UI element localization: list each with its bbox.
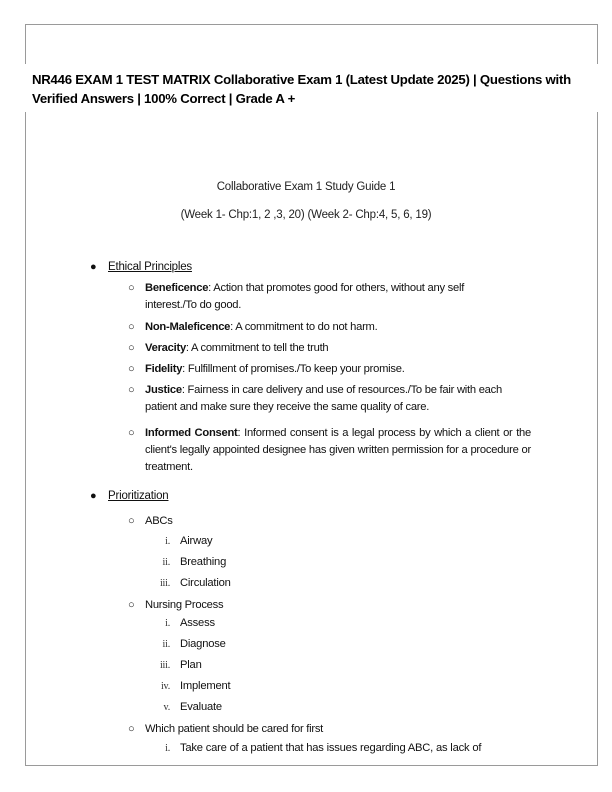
term-definition: : Informed consent is a legal process by which a client or the client's legally appointed designee has given written permission for a procedure or treatment. (145, 427, 532, 473)
list-item-nursing-process: ○ Nursing Process (128, 597, 543, 614)
sub-bullet-icon: ○ (128, 723, 135, 735)
list-item: i. Take care of a patient that has issues regarding ABC, as lack of (165, 742, 482, 754)
list-item: ii. Breathing (162, 556, 227, 568)
section-prioritization (90, 490, 168, 502)
list-item: i. Airway (165, 535, 213, 547)
list-item-informed-consent (128, 425, 543, 476)
term-definition: : A commitment to tell the truth (185, 342, 329, 354)
sub-bullet-icon: ○ (128, 363, 135, 375)
list-item-beneficence (128, 280, 543, 314)
list-item: v. Evaluate (163, 701, 222, 713)
term-definition: : Fairness in care delivery and use of resources./To be fair with each patient and make sure they receive the same quality of care. (145, 384, 502, 413)
bullet-icon: ● (90, 261, 97, 273)
list-item-fidelity (128, 361, 543, 378)
list-item-veracity (128, 340, 543, 357)
section-heading: Ethical Principles (108, 261, 192, 273)
sub-bullet-icon: ○ (128, 282, 135, 294)
list-item-non-maleficence (128, 319, 543, 336)
document-header-title: NR446 EXAM 1 TEST MATRIX Collaborative Exam 1 (Latest Update 2025) | Questions with Verified Answers | 100% Correct | Grade A + (32, 72, 571, 106)
list-item: iv. Implement (160, 680, 231, 692)
study-guide-subtitle: (Week 1- Chp:1, 2 ,3, 20) (Week 2- Chp:4, 5, 6, 19) (180, 209, 432, 221)
section-heading: Prioritization (108, 490, 169, 502)
list-item: iii. Plan (159, 659, 202, 671)
sub-bullet-icon: ○ (128, 321, 135, 333)
sub-bullet-icon: ○ (128, 515, 135, 527)
sub-bullet-icon: ○ (128, 599, 135, 611)
list-item-cared-first: ○ Which patient should be cared for first (128, 721, 543, 738)
sub-bullet-icon: ○ (128, 427, 135, 439)
term-label: Justice (145, 384, 182, 396)
sub-bullet-icon: ○ (128, 342, 135, 354)
list-item: i. Assess (165, 617, 215, 629)
list-item: iii. Circulation (159, 577, 231, 589)
bullet-icon: ● (90, 490, 97, 502)
list-item-abcs: ○ ABCs (128, 513, 543, 530)
term-label: Informed Consent (145, 427, 238, 439)
term-label: Beneficence (145, 282, 209, 294)
term-definition: : A commitment to do not harm. (230, 321, 378, 333)
term-label: Non-Maleficence (145, 321, 231, 333)
term-label: Fidelity (145, 363, 183, 375)
term-definition: : Action that promotes good for others, without any self interest./To do good. (145, 282, 465, 311)
section-ethical-principles (90, 261, 192, 273)
term-definition: : Fulfillment of promises./To keep your promise. (182, 363, 405, 375)
term-label: Veracity (145, 342, 186, 354)
list-item: ii. Diagnose (162, 638, 226, 650)
sub-bullet-icon: ○ (128, 384, 135, 396)
list-item-justice (128, 382, 543, 416)
study-guide-title: Collaborative Exam 1 Study Guide 1 (216, 181, 396, 193)
